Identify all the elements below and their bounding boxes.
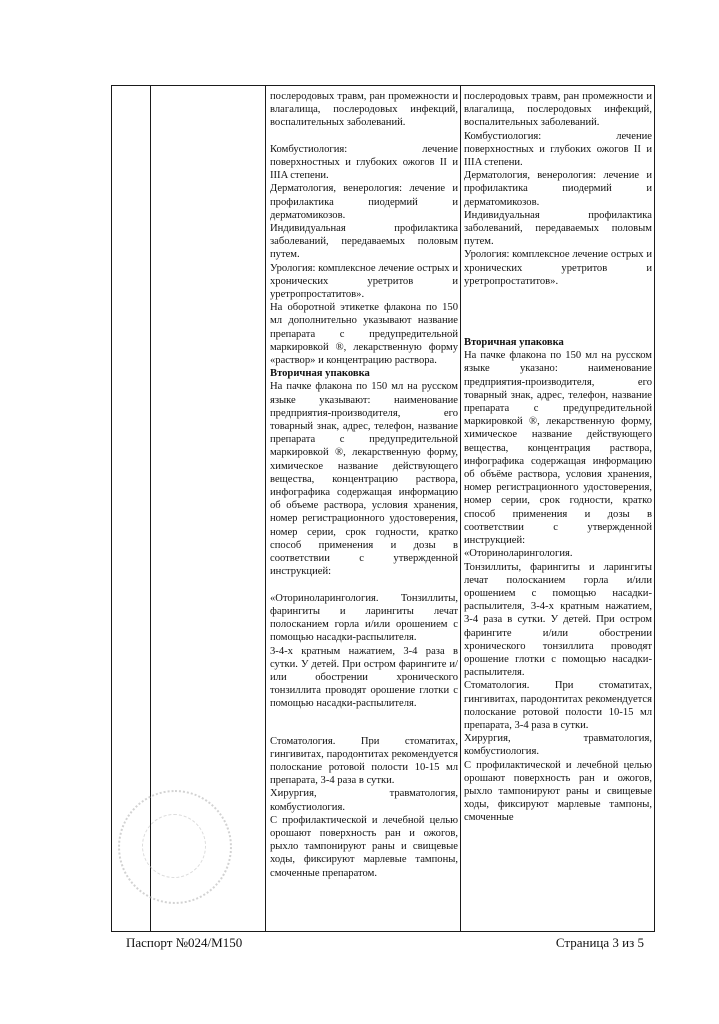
paragraph: Стоматология. При стоматитах, гингивитах, пародонтитах рекомендуется полоскание ротовой полости 10-15 мл препарата, 3-4 раза в сутки. (270, 735, 458, 787)
current-text-column (270, 90, 458, 880)
paragraph: На оборотной этикетке флакона по 150 мл дополнительно указывают название препарата с предупредительной маркировкой ®, лекарственную форму «раствор» и концентрацию раствора. (270, 302, 458, 367)
paragraph: Комбустиология: лечение поверхностных и глубоких ожогов II и IIIA степени. (270, 143, 458, 182)
page-number: Страница 3 из 5 (555, 935, 644, 950)
paragraph-spacer (270, 130, 458, 143)
table-divider-3 (460, 86, 461, 931)
paragraph: Комбустиология: лечение поверхностных и глубоких ожогов II и IIIA степени. (464, 130, 652, 169)
section-heading: Вторичная упаковка (270, 368, 370, 380)
paragraph: Дерматология, венерология: лечение и профилактика пиодермий и дерматомикозов. (270, 183, 458, 221)
passport-number: Паспорт №024/M150 (126, 935, 243, 950)
faded-stamp (118, 790, 232, 904)
paragraph: Тонзиллиты, фарингиты и ларингиты лечат полосканием горла и/или орошением с помощью насадки-распылителя, 3-4-х кратным нажатием, 3-4 раза в сутки. У детей. При остром фарингите и/или обострении хронического тонзиллита проводят орошение глотки с помощью насадки-распылителя. (464, 561, 652, 679)
paragraph: Индивидуальная профилактика заболеваний, передаваемых половым путем. (464, 209, 652, 248)
paragraph: послеродовых травм, ран промежности и влагалища, послеродовых инфекций, воспалительных заболеваний. (270, 91, 458, 129)
paragraph-spacer (270, 711, 458, 735)
paragraph: «Оториноларингология. (464, 548, 573, 560)
paragraph: Индивидуальная профилактика заболеваний, передаваемых половым путем. (270, 223, 458, 261)
paragraph: Дерматология, венерология: лечение и профилактика пиодермий и дерматомикозов. (464, 170, 652, 208)
paragraph: Хирургия, травматология, комбустиология. (270, 788, 458, 813)
paragraph: 3-4-х кратным нажатием, 3-4 раза в сутки. У детей. При остром фарингите и/или обострении хронического тонзиллита проводят орошение глотки с помощью насадки-распылителя. (270, 645, 458, 710)
paragraph: На пачке флакона по 150 мл на русском языке указывают: наименование предприятия-производителя, его товарный знак, адрес, телефон, название препарата с предупредительной маркировкой ®, лекарственную форму, химическое название действующего вещества, концентрацию раствора, инфографика содержащая информацию об объеме раствора, условия хранения, номер регистрационного удостоверения, номер серии, срок годности, кратко способ применения и дозы в соответствии с утвержденной инструкцией: (270, 381, 458, 578)
paragraph: С профилактической и лечебной целью орошают поверхность ран и ожогов, рыхло тампонируют раны и свищевые ходы, фиксируют марлевые тампоны, смоченные (464, 759, 652, 824)
paragraph-spacer (270, 579, 458, 592)
paragraph: На пачке флакона по 150 мл на русском языке указано: наименование предприятия-производителя, его товарный знак, адрес, телефон, название препарата с предупредительной маркировкой ®, лекарственную форму, химическое название действующего вещества, концентрация раствора, инфографика содержащая информацию об объёме раствора, условия хранения, номер регистрационного удостоверения, номер серии, срок годности, кратко способ применения и дозы в соответствии с утвержденной инструкцией: (464, 350, 652, 547)
proposed-text-column (464, 90, 652, 825)
section-heading: Вторичная упаковка (464, 337, 564, 349)
paragraph: Хирургия, травматология, комбустиология. (464, 733, 652, 758)
paragraph: Стоматология. При стоматитах, гингивитах, пародонтитах рекомендуется полоскание ротовой полости 10-15 мл препарата, 3-4 раза в сутки. (464, 680, 652, 731)
table-divider-2 (265, 86, 266, 931)
paragraph: Урология: комплексное лечение острых и хронических уретритов и уретропростатитов». (270, 262, 458, 301)
paragraph: «Оториноларингология. Тонзиллиты, фарингиты и ларингиты лечат полосканием горла и/или орошением с помощью насадки-распылителя. (270, 592, 458, 644)
paragraph-spacer (464, 312, 652, 336)
paragraph: С профилактической и лечебной целью орошают поверхность ран и ожогов, рыхло тампонируют раны и свищевые ходы, фиксируют марлевые тампоны, смоченные препаратом. (270, 814, 458, 879)
paragraph: Урология: комплексное лечение острых и хронических уретритов и уретропростатитов». (464, 249, 652, 287)
paragraph-spacer (464, 288, 652, 312)
paragraph: послеродовых травм, ран промежности и влагалища, послеродовых инфекций, воспалительных заболеваний. (464, 91, 652, 129)
